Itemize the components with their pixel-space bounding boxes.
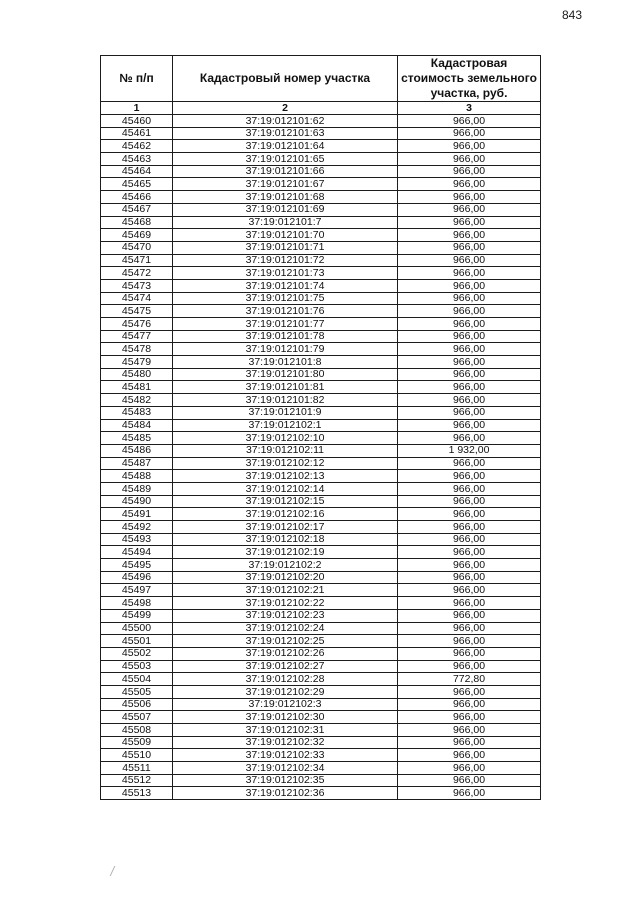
row-number-cell: 45477 [101,330,173,343]
cadastral-value-cell: 966,00 [398,419,541,432]
cadastral-value-cell: 966,00 [398,178,541,191]
row-number-cell: 45498 [101,597,173,610]
row-number-cell: 45483 [101,406,173,419]
cadastral-value-cell: 966,00 [398,647,541,660]
table-row [101,635,541,648]
cadastral-value-cell: 966,00 [398,457,541,470]
column-index-1: 1 [101,102,173,115]
cadastral-value-cell: 966,00 [398,762,541,775]
row-number-cell: 45478 [101,343,173,356]
cadastral-value-cell: 966,00 [398,546,541,559]
row-number-cell: 45509 [101,736,173,749]
row-number-cell: 45497 [101,584,173,597]
cadastral-value-cell: 966,00 [398,724,541,737]
cadastral-number-cell: 37:19:012101:77 [173,318,398,331]
cadastral-value-cell: 772,80 [398,673,541,686]
table-row [101,165,541,178]
cadastral-number-cell: 37:19:012102:26 [173,647,398,660]
table-row [101,292,541,305]
cadastral-number-cell: 37:19:012101:7 [173,216,398,229]
row-number-cell: 45473 [101,279,173,292]
cadastral-number-cell: 37:19:012101:71 [173,241,398,254]
cadastral-number-cell: 37:19:012102:21 [173,584,398,597]
cadastral-value-cell: 966,00 [398,241,541,254]
table-row [101,571,541,584]
cadastral-number-cell: 37:19:012102:13 [173,470,398,483]
cadastral-number-cell: 37:19:012102:25 [173,635,398,648]
cadastral-value-cell: 966,00 [398,140,541,153]
cadastral-number-cell: 37:19:012101:74 [173,279,398,292]
scan-artifact-mark [110,866,121,876]
table-row [101,470,541,483]
row-number-cell: 45472 [101,267,173,280]
table-row [101,597,541,610]
cadastral-value-cell: 966,00 [398,191,541,204]
cadastral-number-cell: 37:19:012101:81 [173,381,398,394]
row-number-cell: 45504 [101,673,173,686]
cadastral-number-cell: 37:19:012102:29 [173,685,398,698]
column-index-row [101,102,541,115]
table-row [101,343,541,356]
row-number-cell: 45482 [101,394,173,407]
cadastral-value-cell: 966,00 [398,229,541,242]
cadastral-number-cell: 37:19:012102:10 [173,432,398,445]
cadastral-number-cell: 37:19:012102:35 [173,774,398,787]
cadastral-value-cell: 966,00 [398,774,541,787]
cadastral-number-cell: 37:19:012102:22 [173,597,398,610]
header-cell-cadastral-value: Кадастровая стоимость земельного участка, руб. [398,56,541,102]
row-number-cell: 45501 [101,635,173,648]
row-number-cell: 45493 [101,533,173,546]
table-row [101,432,541,445]
table-body [101,115,541,800]
table-row [101,559,541,572]
row-number-cell: 45461 [101,127,173,140]
row-number-cell: 45464 [101,165,173,178]
table-row [101,191,541,204]
cadastral-number-cell: 37:19:012102:17 [173,521,398,534]
table-row [101,521,541,534]
table-row [101,153,541,166]
row-number-cell: 45488 [101,470,173,483]
row-number-cell: 45471 [101,254,173,267]
table-row [101,229,541,242]
cadastral-value-cell: 966,00 [398,635,541,648]
cadastral-number-cell: 37:19:012101:75 [173,292,398,305]
cadastral-value-cell: 966,00 [398,508,541,521]
table-row [101,318,541,331]
table-row [101,406,541,419]
cadastral-value-cell: 966,00 [398,254,541,267]
table-row [101,660,541,673]
row-number-cell: 45479 [101,356,173,369]
row-number-cell: 45495 [101,559,173,572]
row-number-cell: 45510 [101,749,173,762]
table-row [101,457,541,470]
table-row [101,419,541,432]
table-row [101,356,541,369]
row-number-cell: 45487 [101,457,173,470]
row-number-cell: 45513 [101,787,173,800]
table-row [101,127,541,140]
header-cell-cadastral-number: Кадастровый номер участка [173,56,398,102]
cadastral-number-cell: 37:19:012102:20 [173,571,398,584]
row-number-cell: 45481 [101,381,173,394]
cadastral-number-cell: 37:19:012101:65 [173,153,398,166]
row-number-cell: 45460 [101,115,173,128]
cadastral-value-cell: 966,00 [398,115,541,128]
table-row [101,482,541,495]
table-row [101,698,541,711]
table-row [101,368,541,381]
row-number-cell: 45476 [101,318,173,331]
cadastral-value-cell: 966,00 [398,305,541,318]
cadastral-value-cell: 966,00 [398,685,541,698]
cadastral-value-cell: 1 932,00 [398,444,541,457]
cadastral-value-cell: 966,00 [398,203,541,216]
row-number-cell: 45492 [101,521,173,534]
row-number-cell: 45466 [101,191,173,204]
cadastral-number-cell: 37:19:012101:9 [173,406,398,419]
cadastral-number-cell: 37:19:012101:80 [173,368,398,381]
cadastral-value-cell: 966,00 [398,356,541,369]
cadastral-number-cell: 37:19:012101:72 [173,254,398,267]
cadastral-value-cell: 966,00 [398,584,541,597]
cadastral-table [100,55,541,800]
cadastral-value-cell: 966,00 [398,660,541,673]
table-row [101,115,541,128]
cadastral-number-cell: 37:19:012102:30 [173,711,398,724]
cadastral-value-cell: 966,00 [398,368,541,381]
cadastral-number-cell: 37:19:012102:27 [173,660,398,673]
cadastral-value-cell: 966,00 [398,267,541,280]
table-row [101,546,541,559]
cadastral-number-cell: 37:19:012102:32 [173,736,398,749]
cadastral-value-cell: 966,00 [398,597,541,610]
table-row [101,330,541,343]
cadastral-value-cell: 966,00 [398,533,541,546]
cadastral-value-cell: 966,00 [398,292,541,305]
row-number-cell: 45496 [101,571,173,584]
cadastral-value-cell: 966,00 [398,343,541,356]
row-number-cell: 45485 [101,432,173,445]
cadastral-number-cell: 37:19:012101:68 [173,191,398,204]
header-cell-row-number: № п/п [101,56,173,102]
column-index-2: 2 [173,102,398,115]
cadastral-number-cell: 37:19:012102:18 [173,533,398,546]
row-number-cell: 45511 [101,762,173,775]
table-row [101,749,541,762]
cadastral-number-cell: 37:19:012102:1 [173,419,398,432]
table-row [101,685,541,698]
table-row [101,254,541,267]
cadastral-number-cell: 37:19:012101:73 [173,267,398,280]
row-number-cell: 45470 [101,241,173,254]
row-number-cell: 45508 [101,724,173,737]
cadastral-value-cell: 966,00 [398,381,541,394]
table-row [101,774,541,787]
cadastral-number-cell: 37:19:012101:67 [173,178,398,191]
row-number-cell: 45467 [101,203,173,216]
cadastral-number-cell: 37:19:012102:19 [173,546,398,559]
row-number-cell: 45491 [101,508,173,521]
cadastral-value-cell: 966,00 [398,736,541,749]
cadastral-number-cell: 37:19:012102:16 [173,508,398,521]
row-number-cell: 45486 [101,444,173,457]
cadastral-number-cell: 37:19:012102:36 [173,787,398,800]
table-row [101,444,541,457]
table-row [101,673,541,686]
table-row [101,495,541,508]
row-number-cell: 45500 [101,622,173,635]
cadastral-number-cell: 37:19:012102:15 [173,495,398,508]
cadastral-value-cell: 966,00 [398,787,541,800]
cadastral-number-cell: 37:19:012101:62 [173,115,398,128]
table-row [101,394,541,407]
row-number-cell: 45503 [101,660,173,673]
cadastral-number-cell: 37:19:012101:63 [173,127,398,140]
row-number-cell: 45502 [101,647,173,660]
cadastral-number-cell: 37:19:012101:82 [173,394,398,407]
cadastral-number-cell: 37:19:012102:2 [173,559,398,572]
table-row [101,787,541,800]
cadastral-number-cell: 37:19:012102:24 [173,622,398,635]
cadastral-number-cell: 37:19:012101:64 [173,140,398,153]
table-row [101,647,541,660]
table-row [101,508,541,521]
cadastral-number-cell: 37:19:012101:78 [173,330,398,343]
table-row [101,140,541,153]
cadastral-value-cell: 966,00 [398,622,541,635]
cadastral-value-cell: 966,00 [398,406,541,419]
cadastral-number-cell: 37:19:012102:31 [173,724,398,737]
table-row [101,584,541,597]
row-number-cell: 45468 [101,216,173,229]
cadastral-value-cell: 966,00 [398,330,541,343]
table-row [101,736,541,749]
table-row [101,609,541,622]
table-row [101,533,541,546]
table-row [101,381,541,394]
row-number-cell: 45465 [101,178,173,191]
cadastral-value-cell: 966,00 [398,318,541,331]
cadastral-number-cell: 37:19:012102:34 [173,762,398,775]
row-number-cell: 45489 [101,482,173,495]
cadastral-value-cell: 966,00 [398,394,541,407]
cadastral-value-cell: 966,00 [398,521,541,534]
row-number-cell: 45474 [101,292,173,305]
cadastral-number-cell: 37:19:012101:79 [173,343,398,356]
cadastral-value-cell: 966,00 [398,749,541,762]
cadastral-value-cell: 966,00 [398,711,541,724]
table-header-row [101,56,541,102]
table-row [101,216,541,229]
cadastral-number-cell: 37:19:012102:33 [173,749,398,762]
cadastral-number-cell: 37:19:012102:11 [173,444,398,457]
cadastral-value-cell: 966,00 [398,571,541,584]
cadastral-value-cell: 966,00 [398,127,541,140]
table-row [101,178,541,191]
row-number-cell: 45499 [101,609,173,622]
table-row [101,622,541,635]
row-number-cell: 45505 [101,685,173,698]
table-row [101,203,541,216]
cadastral-value-cell: 966,00 [398,153,541,166]
cadastral-value-cell: 966,00 [398,216,541,229]
table-row [101,267,541,280]
cadastral-value-cell: 966,00 [398,495,541,508]
cadastral-number-cell: 37:19:012102:14 [173,482,398,495]
table-row [101,279,541,292]
cadastral-value-cell: 966,00 [398,482,541,495]
cadastral-number-cell: 37:19:012101:8 [173,356,398,369]
row-number-cell: 45506 [101,698,173,711]
row-number-cell: 45512 [101,774,173,787]
cadastral-value-cell: 966,00 [398,165,541,178]
row-number-cell: 45462 [101,140,173,153]
cadastral-number-cell: 37:19:012101:66 [173,165,398,178]
row-number-cell: 45469 [101,229,173,242]
row-number-cell: 45475 [101,305,173,318]
cadastral-number-cell: 37:19:012102:3 [173,698,398,711]
table-row [101,711,541,724]
cadastral-value-cell: 966,00 [398,279,541,292]
row-number-cell: 45490 [101,495,173,508]
cadastral-number-cell: 37:19:012101:76 [173,305,398,318]
row-number-cell: 45494 [101,546,173,559]
cadastral-value-cell: 966,00 [398,698,541,711]
column-index-3: 3 [398,102,541,115]
table-row [101,762,541,775]
cadastral-number-cell: 37:19:012102:23 [173,609,398,622]
cadastral-value-cell: 966,00 [398,559,541,572]
cadastral-value-cell: 966,00 [398,609,541,622]
cadastral-number-cell: 37:19:012102:12 [173,457,398,470]
table-row [101,305,541,318]
page-number: 843 [561,8,582,22]
row-number-cell: 45484 [101,419,173,432]
cadastral-number-cell: 37:19:012101:69 [173,203,398,216]
cadastral-value-cell: 966,00 [398,470,541,483]
row-number-cell: 45507 [101,711,173,724]
table-row [101,724,541,737]
table-row [101,241,541,254]
row-number-cell: 45480 [101,368,173,381]
row-number-cell: 45463 [101,153,173,166]
cadastral-number-cell: 37:19:012101:70 [173,229,398,242]
cadastral-value-cell: 966,00 [398,432,541,445]
cadastral-number-cell: 37:19:012102:28 [173,673,398,686]
